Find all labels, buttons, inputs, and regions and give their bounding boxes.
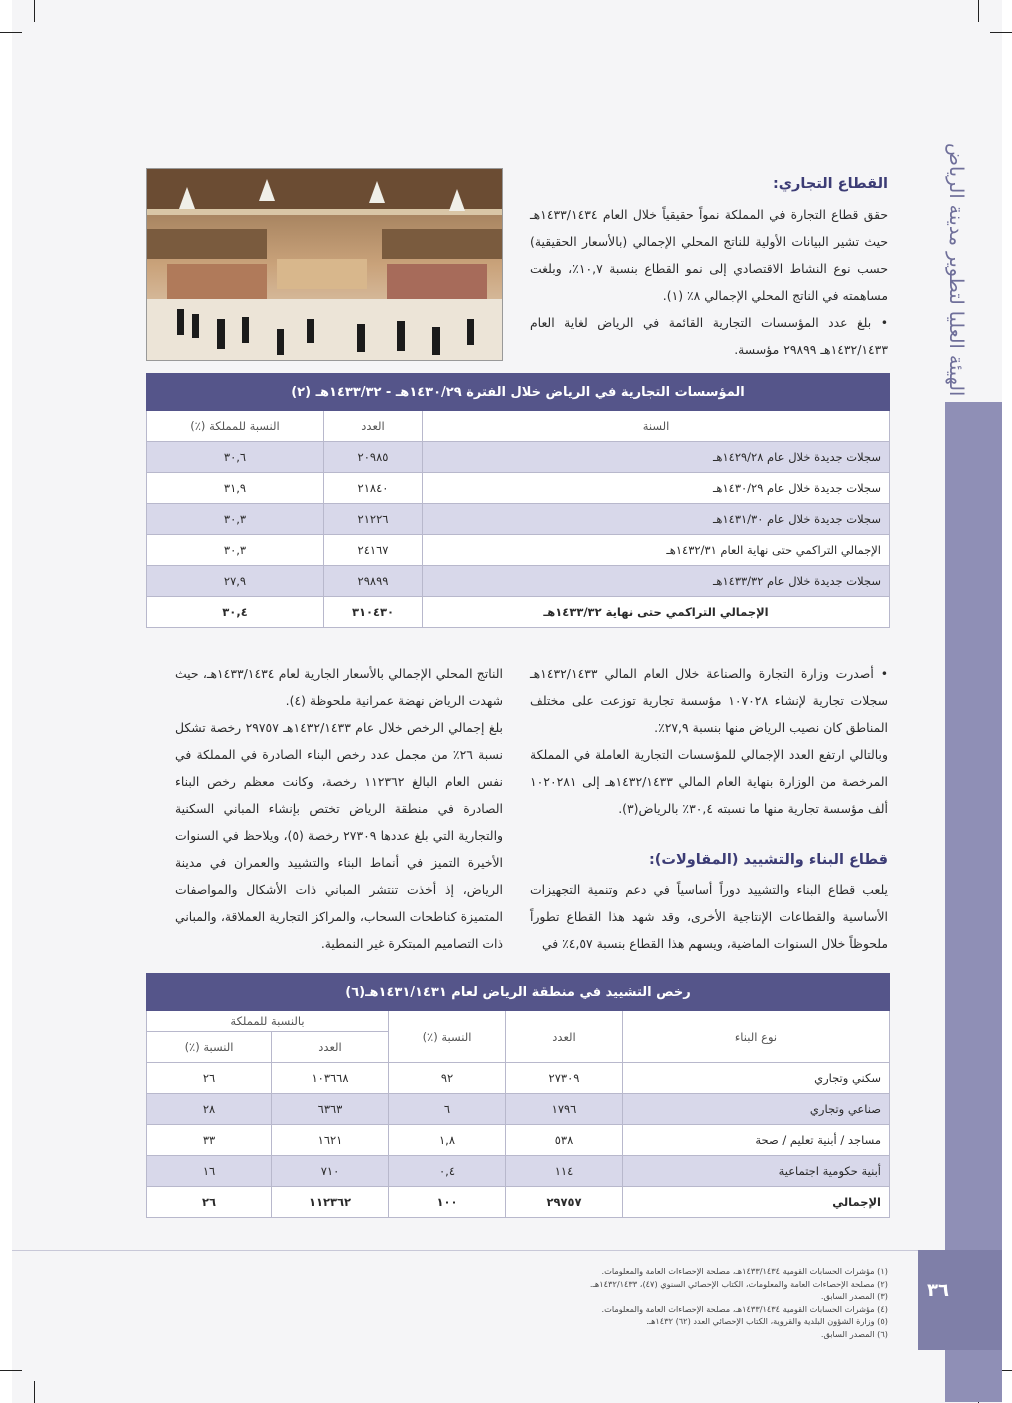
crop-mark: [990, 32, 1012, 33]
footnote-divider: [12, 1250, 918, 1251]
cell-count: ٢٠٩٨٥: [324, 442, 423, 473]
footnote: (٦) المصدر السابق.: [820, 1328, 888, 1339]
footnote: (٢) مصلحة الإحصاءات العامة والمعلومات، الكتاب الإحصائي السنوي (٤٧)، ١٤٣٢/١٤٣٣هـ.: [589, 1278, 888, 1289]
table-row: [147, 566, 890, 597]
cell-year: سجلات جديدة خلال عام ١٤٣٣/٣٢هـ: [423, 566, 890, 597]
column-header: نوع البناء: [623, 1011, 890, 1063]
column-header: السنة: [423, 411, 890, 442]
cell-type: سكني وتجاري: [623, 1063, 890, 1094]
table-caption: المؤسسات التجارية في الرياض خلال الفترة ١٤٣٠/٢٩هـ - ١٤٣٣/٣٢هـ (٢): [147, 374, 890, 411]
table-construction-licenses: [146, 973, 890, 1218]
table-total-row: [147, 1187, 890, 1218]
section-heading-construction: قطاع البناء والتشييد (المقاولات):: [649, 852, 888, 868]
cell-pct: ٠,٤: [389, 1156, 506, 1187]
cell-pct: ١,٨: [389, 1125, 506, 1156]
cell-type: مساجد / أبنية تعليم / صحة: [623, 1125, 890, 1156]
column-header: العدد: [272, 1032, 389, 1063]
cell-year: سجلات جديدة خلال عام ١٤٢٩/٢٨هـ: [423, 442, 890, 473]
table-total-row: [147, 597, 890, 628]
side-title: الهيئة العليا لتطوير مدينة الرياض: [945, 143, 967, 397]
cell-kingdom-pct: ٢٨: [147, 1094, 272, 1125]
cell-type: صناعي وتجاري: [623, 1094, 890, 1125]
cell-count: ٢١٢٢٦: [324, 504, 423, 535]
paragraph-licenses: بلغ إجمالي الرخص خلال عام ١٤٣٢/١٤٣٣هـ ٢٩٧٥٧ رخصة تشكل نسبة ٢٦٪ من مجمل عدد رخص البناء الصادرة في المملكة في نفس العام البالغ ١١٢٣٦٢ رخصة، وكانت معظم رخص البناء الصادرة في منطقة الرياض تختص بإنشاء المباني السكنية والتجارية التي بلغ عددها ٢٧٣٠٩ رخصة (٥)، ويلاحظ في السنوات الأخيرة التميز في أنماط البناء والتشييد والعمران في مدينة الرياض، إذ أخذت تنتشر المباني ذات الأشكال والمواصفات المتميزة كناطحات السحاب، والمراكز التجارية العملاقة، والمباني ذات التصاميم المبتكرة غير النمطية.: [175, 720, 503, 951]
crop-mark: [0, 1370, 22, 1371]
table-row: [147, 473, 890, 504]
cell-share: ٣٠,٣: [147, 535, 324, 566]
paragraph-construction: يلعب قطاع البناء والتشييد دوراً أساسياً في دعم وتنمية التجهيزات الأساسية والقطاعات الإنتاجية الأخرى، وقد شهد هذا القطاع تطوراً ملحوظاً خلال السنوات الماضية، ويسهم هذا القطاع بنسبة ٤,٥٧٪ في: [530, 882, 888, 951]
cell-share: ٣١,٩: [147, 473, 324, 504]
cell-total-kingdom-pct: ٢٦: [147, 1187, 272, 1218]
cell-year: سجلات جديدة خلال عام ١٤٣٠/٢٩هـ: [423, 473, 890, 504]
cell-kingdom-pct: ٢٦: [147, 1063, 272, 1094]
table-row: [147, 442, 890, 473]
column-group-header: بالنسبة للمملكة: [147, 1011, 389, 1032]
cell-count: ٢٤١٦٧: [324, 535, 423, 566]
cell-kingdom-count: ١٠٣٦٦٨: [272, 1063, 389, 1094]
column-header: العدد: [324, 411, 423, 442]
crop-mark: [978, 0, 979, 22]
cell-type: أبنية حكومية اجتماعية: [623, 1156, 890, 1187]
cell-share: ٣٠,٣: [147, 504, 324, 535]
cell-count: ٢٩٨٩٩: [324, 566, 423, 597]
footnote: (٣) المصدر السابق.: [820, 1291, 888, 1302]
footnote: (١) مؤشرات الحسابات القومية ١٤٣٣/١٤٣٤هـ، مصلحة الإحصاءات العامة والمعلومات.: [601, 1266, 888, 1276]
cell-total-count: ٢٩٧٥٧: [506, 1187, 623, 1218]
crop-mark: [34, 1381, 35, 1403]
table-row: [147, 1094, 890, 1125]
section-bullet: • بلغ عدد المؤسسات التجارية القائمة في الرياض لغاية العام ١٤٣٢/١٤٣٣هـ ٢٩٨٩٩ مؤسسة.: [530, 309, 888, 363]
cell-total-kingdom-count: ١١٢٣٦٢: [272, 1187, 389, 1218]
cell-total-count: ٣١٠٤٣٠: [324, 597, 423, 628]
cell-pct: ٦: [389, 1094, 506, 1125]
cell-year: الإجمالي التراكمي حتى نهاية العام ١٤٣٢/٣١هـ: [423, 535, 890, 566]
section-heading-commercial: القطاع التجاري:: [772, 176, 888, 192]
page-number: ٣٦: [927, 1280, 949, 1301]
cell-count: ١٧٩٦: [506, 1094, 623, 1125]
column-header: النسبة (٪): [147, 1032, 272, 1063]
mall-photo: [146, 168, 503, 361]
cell-kingdom-pct: ١٦: [147, 1156, 272, 1187]
cell-total-pct: ١٠٠: [389, 1187, 506, 1218]
footnotes: [520, 1265, 888, 1341]
column-header: العدد: [506, 1011, 623, 1063]
table-row: [147, 1125, 890, 1156]
table-row: [147, 1063, 890, 1094]
section-paragraph: حقق قطاع التجارة في المملكة نمواً حقيقياً خلال العام ١٤٣٣/١٤٣٤هـ حيث تشير البيانات الأولية للناتج المحلي الإجمالي (بالأسعار الحقيقية) حسب نوع النشاط الاقتصادي إلى نمو القطاع بنسبة ١٠,٧٪، وبلغت مساهمته في الناتج المحلي الإجمالي ٨٪ (١).: [530, 207, 888, 303]
cell-total-label: الإجمالي: [623, 1187, 890, 1218]
crop-mark: [0, 32, 22, 33]
cell-kingdom-count: ٦٣٦٣: [272, 1094, 389, 1125]
column-header: النسبة للمملكة (٪): [147, 411, 324, 442]
cell-count: ٢٧٣٠٩: [506, 1063, 623, 1094]
footnote: (٤) مؤشرات الحسابات القومية ١٤٣٣/١٤٣٤هـ، مصلحة الإحصاءات العامة والمعلومات.: [601, 1303, 888, 1314]
cell-pct: ٩٢: [389, 1063, 506, 1094]
cell-count: ٥٣٨: [506, 1125, 623, 1156]
table-row: [147, 504, 890, 535]
cell-kingdom-count: ٧١٠: [272, 1156, 389, 1187]
paragraph-total-establishments: وبالتالي ارتفع العدد الإجمالي للمؤسسات التجارية العاملة في المملكة المرخصة من الوزارة بنهاية العام المالي ١٤٣٢/١٤٣٣هـ إلى ١٠٢٠٢٨١ ألف مؤسسة تجارية منها ما نسبته ٣٠,٤٪ بالرياض(٣).: [530, 747, 889, 816]
table-row: [147, 1156, 890, 1187]
paragraph-gdp: الناتج المحلي الإجمالي بالأسعار الجارية لعام ١٤٣٣/١٤٣٤هـ، حيث شهدت الرياض نهضة عمرانية ملحوظة (٤).: [175, 666, 503, 708]
cell-kingdom-count: ١٦٢١: [272, 1125, 389, 1156]
cell-share: ٣٠,٦: [147, 442, 324, 473]
cell-year: سجلات جديدة خلال عام ١٤٣١/٣٠هـ: [423, 504, 890, 535]
column-header: النسبة (٪): [389, 1011, 506, 1063]
cell-share: ٢٧,٩: [147, 566, 324, 597]
cell-kingdom-pct: ٣٣: [147, 1125, 272, 1156]
table-row: [147, 535, 890, 566]
table-caption: رخص التشييد في منطقة الرياض لعام ١٤٣١/١٤٣١هـ(٦): [147, 974, 890, 1011]
footnote: (٥) وزارة الشؤون البلدية والقروية، الكتاب الإحصائي العدد (٦٢) ١٤٣٢هـ.: [646, 1316, 888, 1327]
cell-total-share: ٣٠,٤: [147, 597, 324, 628]
bullet-ministry-records: • أصدرت وزارة التجارة والصناعة خلال العام المالي ١٤٣٢/١٤٣٣هـ سجلات تجارية لإنشاء ١٠٧٠٢٨ مؤسسة تجارية توزعت على مختلف المناطق كان نصيب الرياض منها بنسبة ٢٧,٩٪.: [530, 660, 888, 741]
crop-mark: [34, 0, 35, 22]
table-commercial-establishments: [146, 373, 890, 628]
cell-count: ٢١٨٤٠: [324, 473, 423, 504]
cell-count: ١١٤: [506, 1156, 623, 1187]
cell-total-label: الإجمالي التراكمي حتى نهاية ١٤٣٣/٣٢هـ: [423, 597, 890, 628]
